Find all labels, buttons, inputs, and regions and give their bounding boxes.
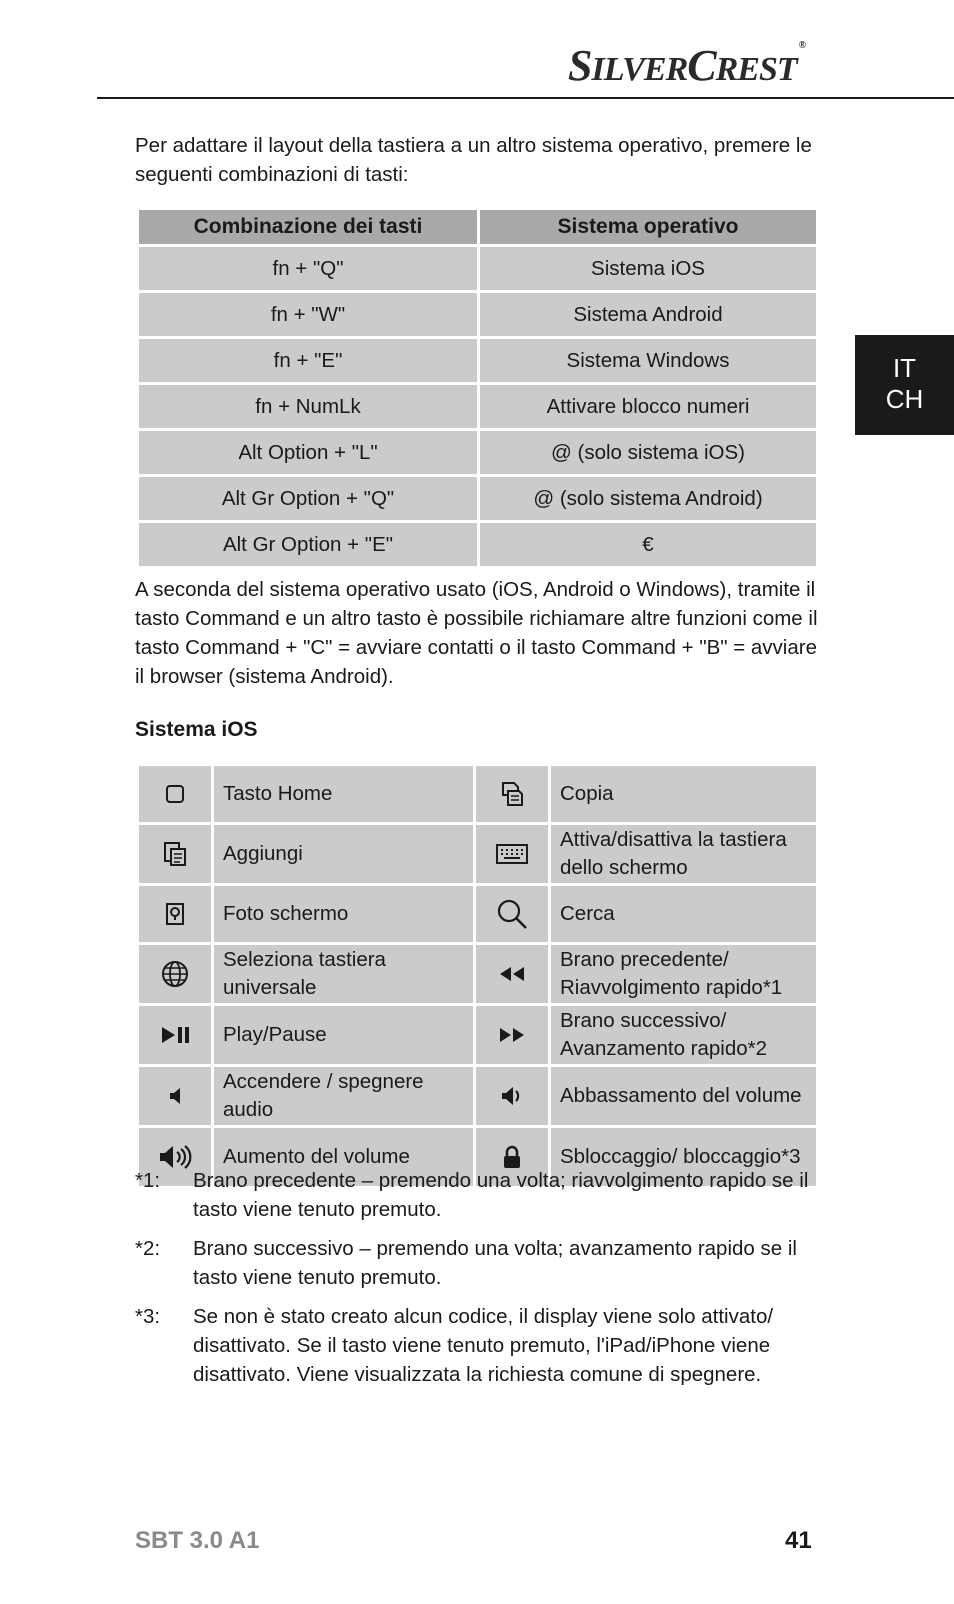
play-pause-icon [138,1005,213,1066]
function-label: Accendere / spegnere audio [213,1066,475,1127]
ios-function-table [136,763,819,1189]
os-cell: Attivare blocco numeri [479,384,818,430]
home-square-icon [138,765,213,824]
combo-cell: Alt Gr Option + "E" [138,522,479,568]
footnote [135,1234,825,1292]
table-row [138,522,818,568]
rewind-icon [475,944,550,1005]
combo-cell: fn + "Q" [138,246,479,292]
mute-icon [138,1066,213,1127]
function-label: Cerca [550,885,818,944]
function-label: Copia [550,765,818,824]
fast-forward-icon [475,1005,550,1066]
footer-model-number: SBT 3.0 A1 [135,1527,260,1554]
language-tab [855,335,954,435]
footnote-text: Brano precedente – premendo una volta; riavvolgimento rapido se il tasto viene tenuto premuto. [193,1169,809,1221]
command-paragraph: A seconda del sistema operativo usato (iOS, Android o Windows), tramite il tasto Command e un altro tasto è possibile richiamare altre funzioni come il tasto Command + "C" = avviare contatti o il tasto Command + "B" = avviare il browser (sistema Android). [135,578,818,688]
function-label: Brano precedente/ Riavvolgimento rapido*1 [550,944,818,1005]
paste-icon [138,824,213,885]
footnote-text: Se non è stato creato alcun codice, il display viene solo attivato/ disattivato. Se il tasto viene tenuto premuto, l'iPad/iPhone viene disattivato. Viene visualizzata la richiesta comune di spegnere. [193,1305,774,1386]
table-row [138,384,818,430]
screenshot-icon [138,885,213,944]
column-header-combination: Combinazione dei tasti [138,209,479,246]
table-row [138,1066,818,1127]
combo-cell: fn + NumLk [138,384,479,430]
country-codes: CH [885,384,924,414]
function-label: Brano successivo/ Avanzamento rapido*2 [550,1005,818,1066]
header-divider [97,97,954,99]
footnote-mark: *2: [135,1237,161,1260]
column-header-os: Sistema operativo [479,209,818,246]
os-cell: @ (solo sistema Android) [479,476,818,522]
function-label: Seleziona tastiera universale [213,944,475,1005]
volume-down-icon [475,1066,550,1127]
table-row [138,338,818,384]
function-label: Sbloccaggio/ bloccaggio*3 [550,1127,818,1188]
function-label: Attiva/disattiva la tastiera dello schermo [550,824,818,885]
ios-section-title: Sistema iOS [135,718,258,741]
os-cell: Sistema iOS [479,246,818,292]
table-row [138,765,818,824]
function-label: Play/Pause [213,1005,475,1066]
combo-cell: fn + "E" [138,338,479,384]
keyboard-icon [475,824,550,885]
function-label: Foto schermo [213,885,475,944]
footnote-mark: *3: [135,1305,161,1328]
os-cell: @ (solo sistema iOS) [479,430,818,476]
key-combination-table [136,207,819,569]
function-label: Aggiungi [213,824,475,885]
search-icon [475,885,550,944]
function-label: Tasto Home [213,765,475,824]
function-label: Abbassamento del volume [550,1066,818,1127]
table-row [138,885,818,944]
table-row [138,824,818,885]
footnote [135,1166,825,1224]
language-code: IT [892,353,917,383]
page-number: 41 [785,1527,812,1554]
globe-icon [138,944,213,1005]
os-cell: Sistema Android [479,292,818,338]
table-row [138,476,818,522]
combo-cell: fn + "W" [138,292,479,338]
table-row [138,246,818,292]
table-row [138,292,818,338]
table-header-row [138,209,818,246]
table-row [138,1005,818,1066]
copy-icon [475,765,550,824]
footnote-mark: *1: [135,1169,161,1192]
os-cell: € [479,522,818,568]
footnote [135,1302,825,1389]
table-row [138,430,818,476]
brand-logo: SILVERCREST® [568,40,806,90]
intro-paragraph: Per adattare il layout della tastiera a un altro sistema operativo, premere le seguenti combinazioni di tasti: [135,134,812,186]
table-row [138,944,818,1005]
footnote-text: Brano successivo – premendo una volta; avanzamento rapido se il tasto viene tenuto premuto. [193,1237,797,1289]
os-cell: Sistema Windows [479,338,818,384]
combo-cell: Alt Gr Option + "Q" [138,476,479,522]
combo-cell: Alt Option + "L" [138,430,479,476]
function-label: Aumento del volume [213,1127,475,1188]
